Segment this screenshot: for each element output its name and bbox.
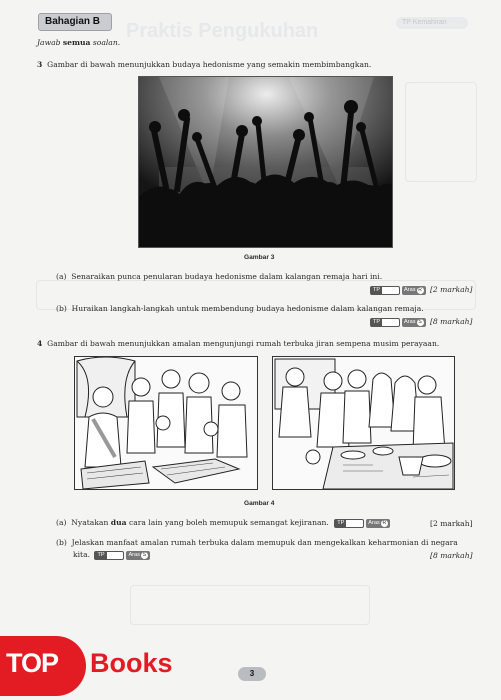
logo-text-books: Books xyxy=(90,648,173,678)
q3a-meta: TP Aras R [2 markah] xyxy=(370,285,473,295)
q3a: (a) Senaraikan punca penularan budaya hedonisme dalam kalangan remaja hari ini. xyxy=(56,272,383,281)
aras-badge: Aras R xyxy=(402,286,426,295)
ghost-tag: TP Kemahiran xyxy=(396,17,468,29)
q3b: (b) Huraikan langkah-langkah untuk membendung budaya hedonisme dalam kalangan remaja. xyxy=(56,304,424,313)
q3-stem: 3 Gambar di bawah menunjukkan budaya hedonisme yang semakin membimbangkan. xyxy=(37,60,372,69)
section-label: Bahagian B xyxy=(38,13,112,31)
q4b-marks: [8 markah] xyxy=(430,551,473,560)
topbooks-logo xyxy=(0,636,190,700)
q4a-marks: [2 markah] xyxy=(430,519,473,528)
instruction: Jawab semua soalan. xyxy=(37,38,121,47)
q3-caption: Gambar 3 xyxy=(244,254,275,261)
q4-stem: 4 Gambar di bawah menunjukkan amalan mengunjungi rumah terbuka jiran sempena musim perayaan. xyxy=(37,339,440,348)
ghost-title: Praktis Pengukuhan xyxy=(126,20,319,42)
q4b-line1: (b) Jelaskan manfaat amalan rumah terbuka dalam memupuk dan mengekalkan keharmonian di negara xyxy=(56,538,458,547)
logo-text-top: TOP xyxy=(6,648,59,678)
q3b-meta: TP Aras S [8 markah] xyxy=(370,317,473,327)
q4-number: 4 xyxy=(37,339,43,348)
page-number: 3 xyxy=(238,667,266,681)
aras-badge: Aras S xyxy=(126,551,150,560)
tp-box: TP xyxy=(334,519,364,528)
q4-caption: Gambar 4 xyxy=(244,500,275,507)
tp-box: TP xyxy=(370,318,400,327)
ghost-box-1 xyxy=(405,82,477,182)
aras-badge: Aras R xyxy=(366,519,390,528)
aras-badge: Aras S xyxy=(402,318,426,327)
q4a: (a) Nyatakan dua cara lain yang boleh memupuk semangat kejiranan. TP Aras R xyxy=(56,518,392,528)
tp-box: TP xyxy=(370,286,400,295)
ghost-box-3 xyxy=(130,585,370,625)
q3-number: 3 xyxy=(37,60,43,69)
concert-photo xyxy=(138,76,393,248)
q4b-line2: kita. TP Aras S xyxy=(73,550,152,560)
open-house-illustration-right xyxy=(272,356,455,490)
tp-box: TP xyxy=(94,551,124,560)
open-house-illustration-left xyxy=(74,356,258,490)
